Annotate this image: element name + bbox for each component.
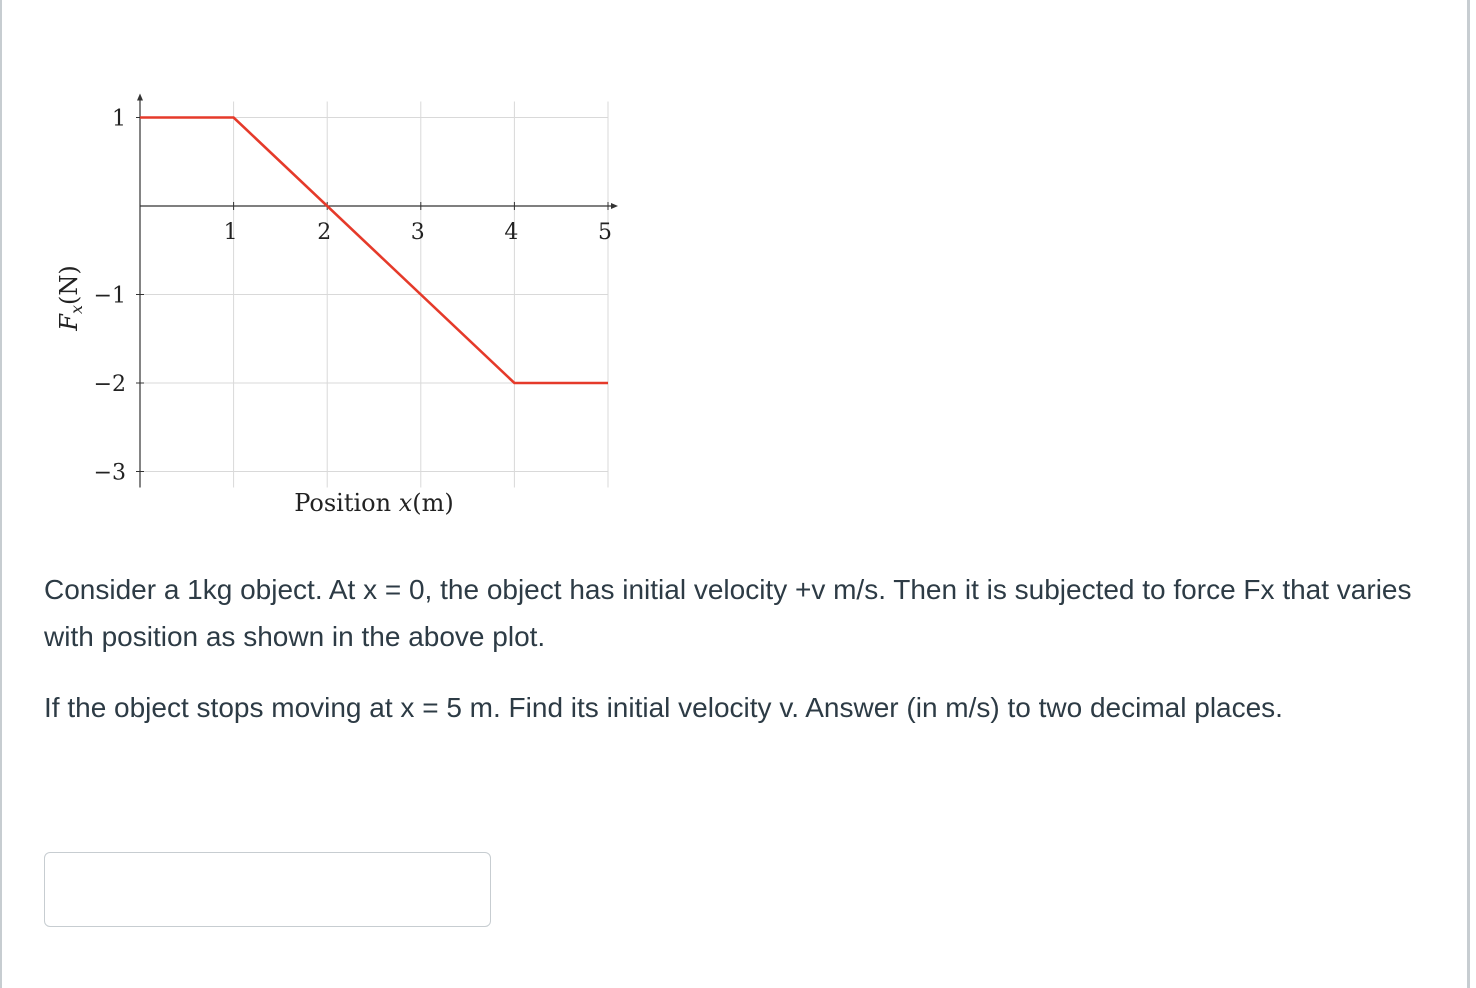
x-tick-label: 3 (410, 220, 425, 245)
chart-axes (136, 94, 618, 488)
force-curve (140, 118, 608, 384)
question-paragraph-2: If the object stops moving at x = 5 m. Find its initial velocity v. Answer (in m/s) to two decimal places. (44, 692, 1283, 723)
answer-input[interactable] (44, 852, 491, 927)
x-tick-label: 4 (504, 220, 519, 245)
chart-series (140, 118, 608, 384)
x-axis-title: Position x(m) (294, 489, 454, 517)
x-tick-label: 2 (317, 220, 332, 245)
force-position-chart (2, 0, 702, 540)
x-tick-label: 5 (598, 220, 612, 245)
y-tick-label: −1 (93, 283, 126, 309)
y-tick-label: 1 (112, 106, 126, 132)
question-text (44, 566, 1444, 755)
chart-grid (140, 102, 608, 488)
x-axis-arrow (611, 203, 618, 209)
question-paragraph-1: Consider a 1kg object. At x = 0, the object has initial velocity +v m/s. Then it is subjected to force Fx that varies with position as shown in the above plot. (44, 574, 1412, 652)
y-tick-label: −3 (93, 460, 126, 486)
y-tick-label: −2 (93, 372, 126, 397)
x-tick-label: 1 (223, 220, 238, 245)
y-axis-arrow (137, 94, 143, 101)
chart-tick-labels (94, 107, 612, 486)
y-axis-title: $F_x(N)$ (55, 265, 86, 331)
